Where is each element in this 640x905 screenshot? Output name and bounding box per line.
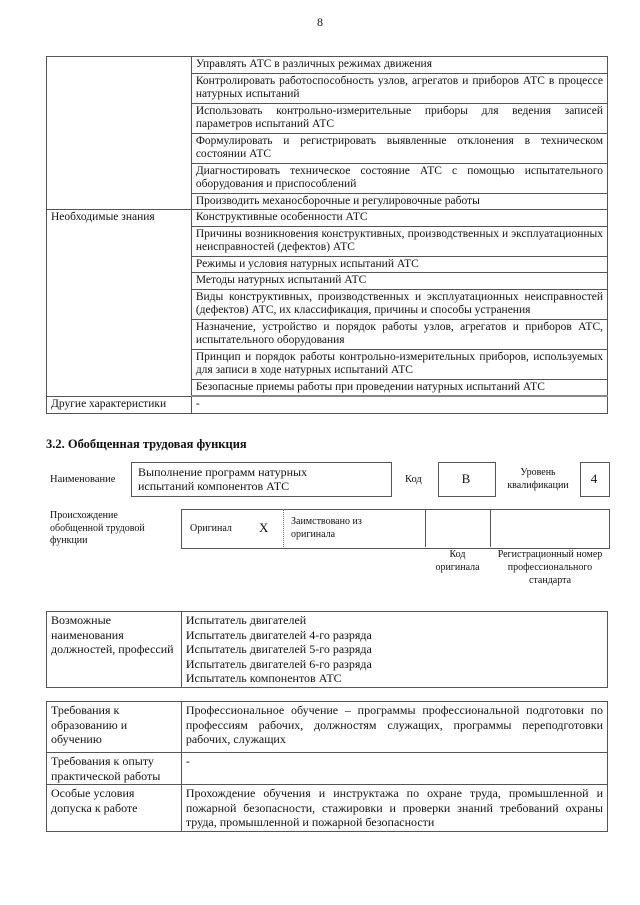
experience-label: Требования к опыту практической работы: [47, 753, 182, 785]
code-original-divider: [425, 509, 426, 547]
positions-list: [181, 612, 607, 688]
position-item: Испытатель двигателей 6-го разряда: [185, 656, 372, 671]
code-label: Код: [405, 474, 422, 485]
code-original-caption: Код оригинала: [435, 549, 480, 573]
positions-table: [46, 611, 608, 688]
admission-value: Прохождение обучения и инструктажа по охране труда, промышленной и пожарной безопасности, стажировки и проверки знаний требований охраны труда, промышленной и пожарной безопасности: [181, 785, 607, 832]
skills-label-cell: [47, 57, 192, 210]
level-label: Уровень квалификации: [507, 467, 569, 491]
requirements-table: [46, 701, 608, 832]
position-item: Испытатель двигателей 5-го разряда: [185, 642, 372, 656]
knowledge-item: Безопасные приемы работы при проведении натурных испытаний АТС: [191, 379, 607, 396]
knowledge-item: Причины возникновения конструктивных, производственных и эксплуатационных неисправностей (дефектов) АТС: [191, 226, 607, 256]
skill-item: Диагностировать техническое состояние АТС с помощью испытательного оборудования и приспособлений: [191, 163, 607, 193]
skill-item: Управлять АТС в различных режимах движения: [191, 57, 607, 74]
name-label: Наименование: [50, 474, 116, 485]
reg-number-caption: Регистрационный номер профессионального стандарта: [497, 549, 603, 586]
code-value: B: [461, 471, 471, 486]
other-characteristics-label: Другие характеристики: [47, 396, 192, 413]
positions-label: Возможные наименования должностей, профессий: [47, 612, 182, 688]
knowledge-item: Конструктивные особенности АТС: [191, 210, 607, 227]
page-number: 8: [317, 15, 323, 29]
education-value: Профессиональное обучение – программы профессиональной подготовки по профессиям рабочих, должностям служащих, программы переподготовки рабочих, служащих: [181, 702, 607, 753]
knowledge-item: Виды конструктивных, производственных и эксплуатационных неисправностей (дефектов) АТС, их классификация, причины и способы устранения: [191, 289, 607, 319]
origin-label: Происхождение обобщенной трудовой функции: [50, 510, 145, 546]
education-label: Требования к образованию и обучению: [47, 702, 182, 753]
section-heading: 3.2. Обобщенная трудовая функция: [46, 437, 247, 451]
knowledge-item: Методы натурных испытаний АТС: [191, 273, 607, 290]
original-label: Оригинал: [190, 523, 232, 534]
original-mark: X: [259, 520, 269, 535]
admission-label: Особые условия допуска к работе: [47, 785, 182, 832]
other-characteristics-value: -: [191, 396, 607, 413]
skill-item: Использовать контрольно-измерительные приборы для ведения записей параметров испытаний АТС: [191, 103, 607, 133]
borrowed-label: Заимствовано из оригинала: [291, 516, 362, 540]
position-item: Испытатель компонентов АТС: [185, 671, 342, 685]
reg-number-divider: [490, 509, 491, 547]
experience-value: -: [181, 753, 607, 785]
name-value: Выполнение программ натурных испытаний компонентов АТС: [138, 465, 308, 493]
skill-item: Контролировать работоспособность узлов, агрегатов и приборов АТС в процессе натурных испытаний: [191, 73, 607, 103]
skills-knowledge-table: [46, 56, 608, 414]
position-item: Испытатель двигателей: [185, 613, 307, 627]
skill-item: Формулировать и регистрировать выявленные отклонения в техническом состоянии АТС: [191, 133, 607, 163]
level-value: 4: [590, 471, 598, 486]
position-item: Испытатель двигателей 4-го разряда: [185, 627, 372, 642]
knowledge-item: Назначение, устройство и порядок работы узлов, агрегатов и приборов АТС, испытательного оборудования: [191, 319, 607, 349]
skill-item: Производить механосборочные и регулировочные работы: [191, 193, 607, 210]
knowledge-item: Принцип и порядок работы контрольно-измерительных приборов, используемых для записи в ходе натурных испытаний АТС: [191, 349, 607, 379]
knowledge-label: Необходимые знания: [47, 210, 192, 397]
knowledge-item: Режимы и условия натурных испытаний АТС: [191, 256, 607, 273]
origin-divider: [283, 509, 284, 547]
